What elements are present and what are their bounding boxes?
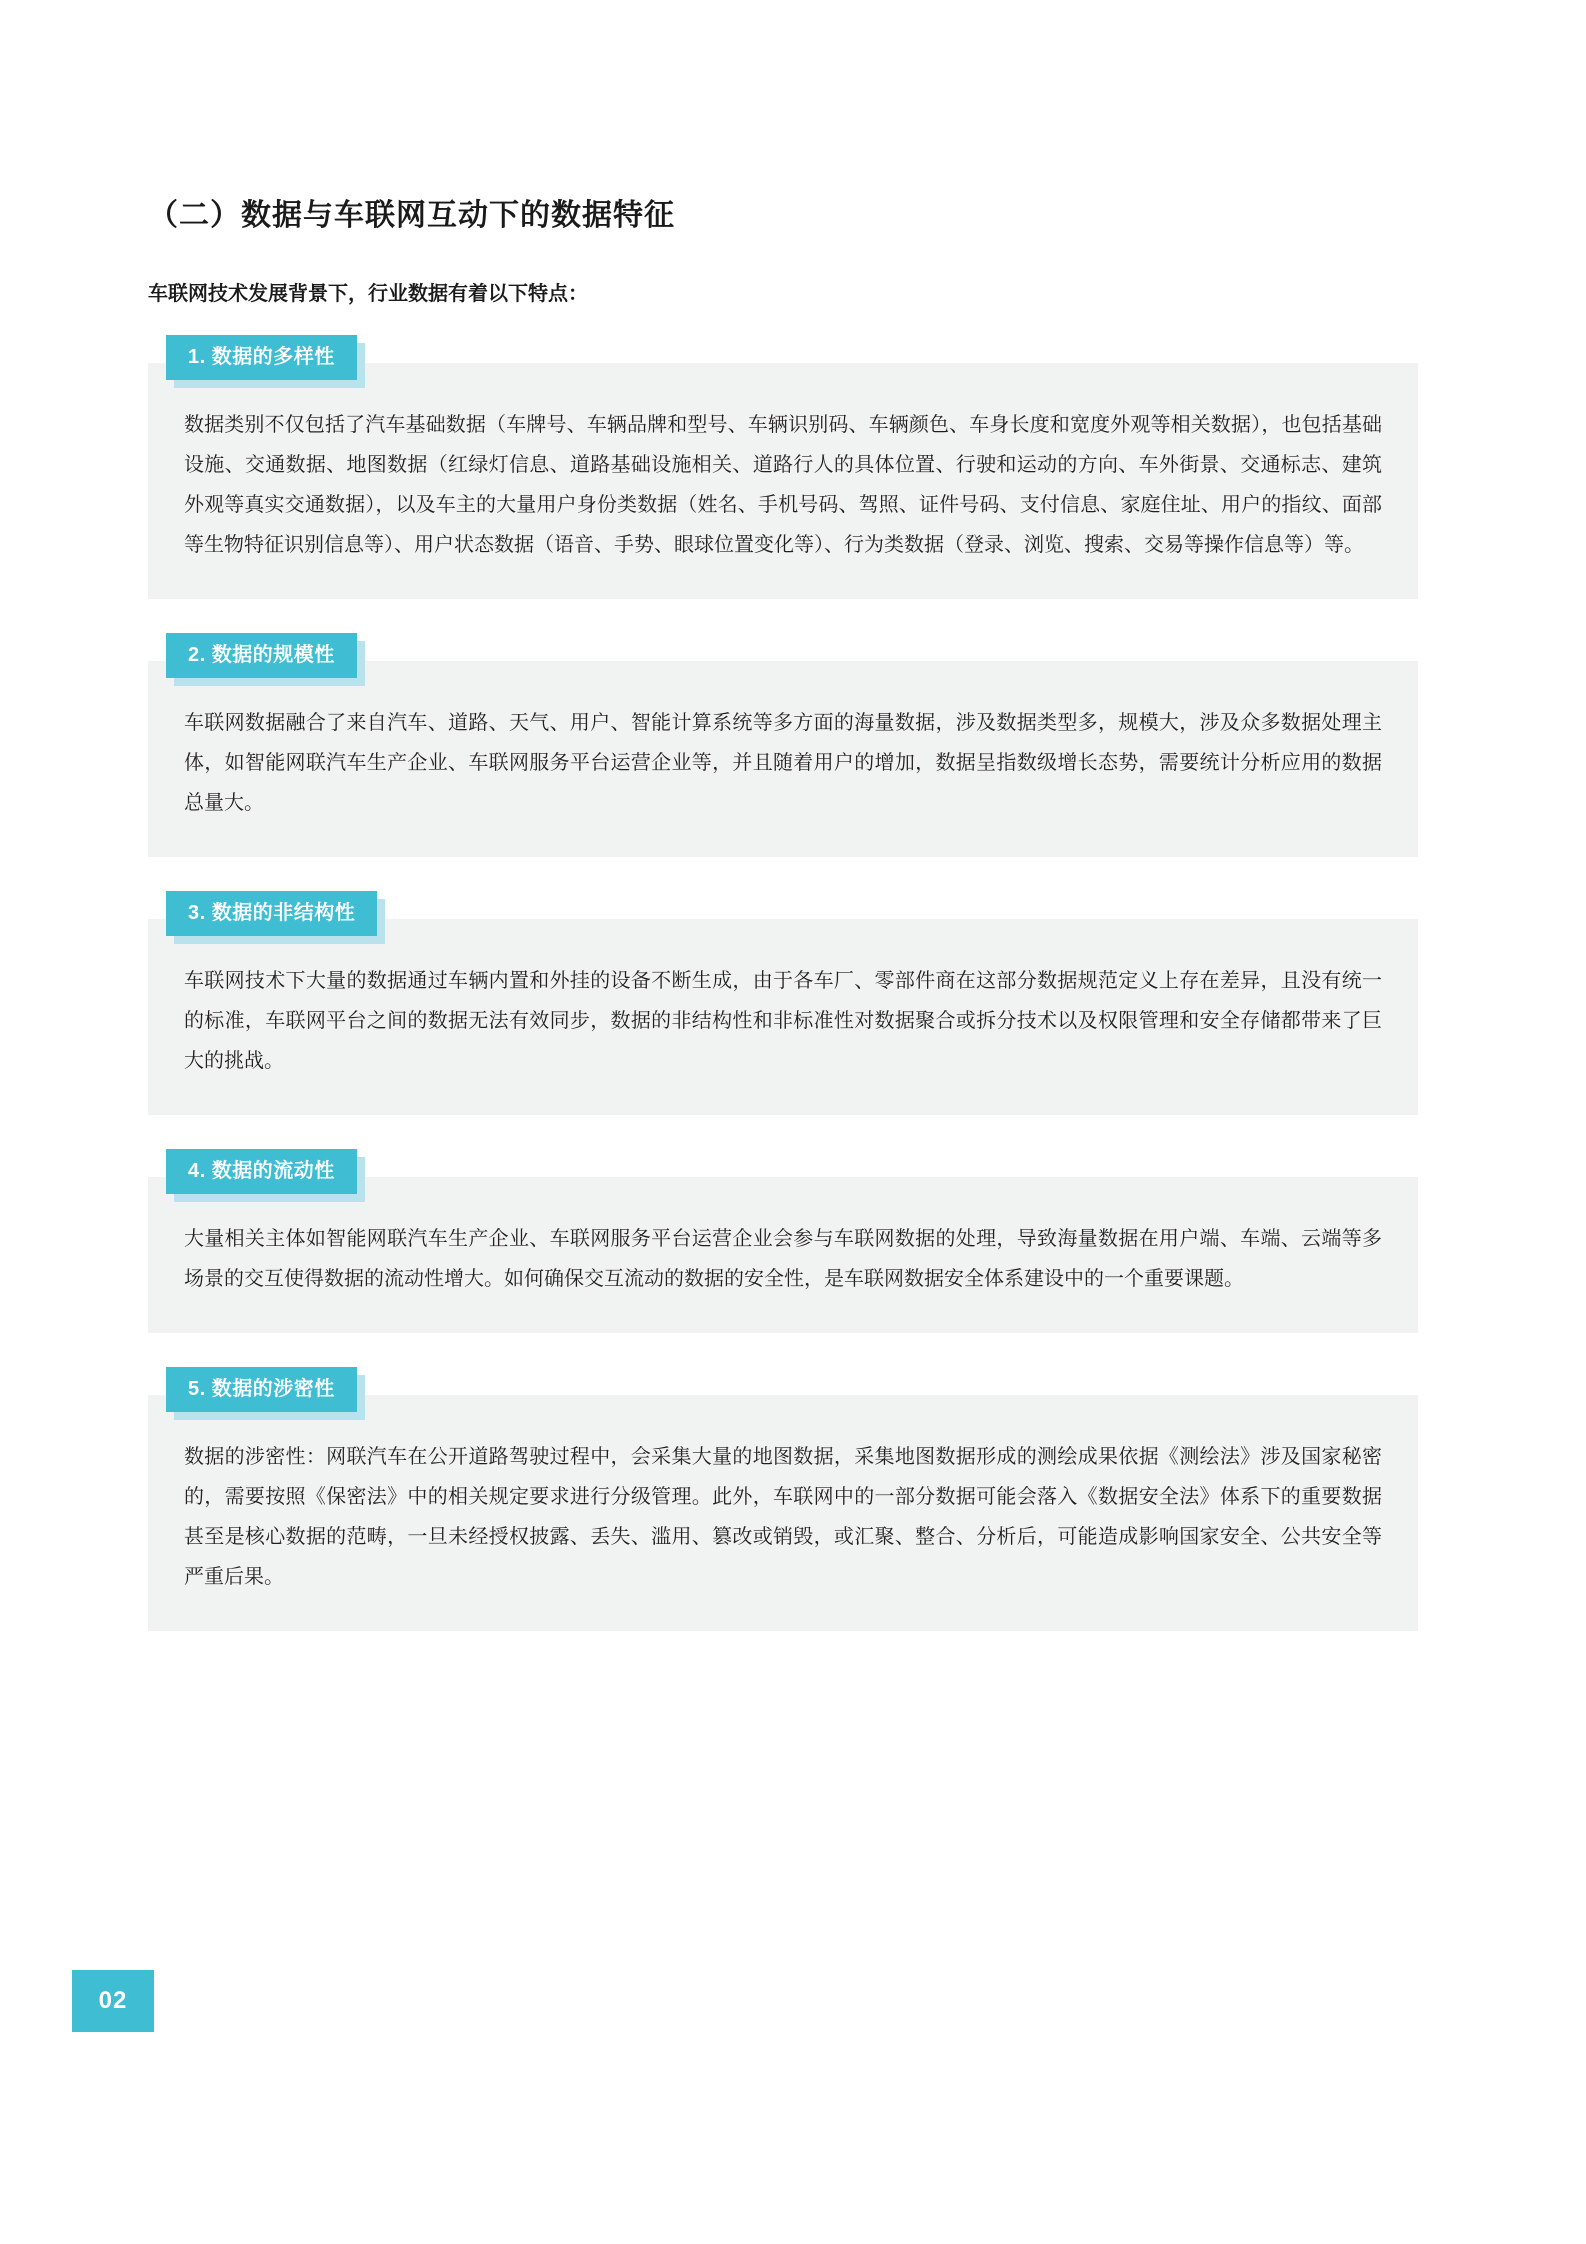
list-item	[148, 1367, 1418, 1631]
item-tag-label: 4. 数据的流动性	[166, 1149, 357, 1194]
list-item	[148, 335, 1418, 599]
item-tag-wrap	[166, 633, 1418, 677]
page-content	[148, 196, 1418, 1665]
list-item	[148, 891, 1418, 1115]
item-body-box	[148, 919, 1418, 1115]
item-body-text: 数据类别不仅包括了汽车基础数据（车牌号、车辆品牌和型号、车辆识别码、车辆颜色、车身长度和宽度外观等相关数据），也包括基础设施、交通数据、地图数据（红绿灯信息、道路基础设施相关、道路行人的具体位置、行驶和运动的方向、车外街景、交通标志、建筑外观等真实交通数据），以及车主的大量用户身份类数据（姓名、手机号码、驾照、证件号码、支付信息、家庭住址、用户的指纹、面部等生物特征识别信息等）、用户状态数据（语音、手势、眼球位置变化等）、行为类数据（登录、浏览、搜索、交易等操作信息等）等。	[184, 414, 1382, 556]
item-tag-label: 1. 数据的多样性	[166, 335, 357, 380]
item-body-text: 大量相关主体如智能网联汽车生产企业、车联网服务平台运营企业会参与车联网数据的处理，导致海量数据在用户端、车端、云端等多场景的交互使得数据的流动性增大。如何确保交互流动的数据的安全性，是车联网数据安全体系建设中的一个重要课题。	[184, 1228, 1382, 1290]
list-item	[148, 1149, 1418, 1333]
item-tag-wrap	[166, 335, 1418, 379]
item-tag-wrap	[166, 1149, 1418, 1193]
item-body-text: 数据的涉密性：网联汽车在公开道路驾驶过程中，会采集大量的地图数据，采集地图数据形成的测绘成果依据《测绘法》涉及国家秘密的，需要按照《保密法》中的相关规定要求进行分级管理。此外，车联网中的一部分数据可能会落入《数据安全法》体系下的重要数据甚至是核心数据的范畴，一旦未经授权披露、丢失、滥用、篡改或销毁，或汇聚、整合、分析后，可能造成影响国家安全、公共安全等严重后果。	[184, 1446, 1382, 1588]
item-tag-label: 3. 数据的非结构性	[166, 891, 377, 936]
item-tag-wrap	[166, 1367, 1418, 1411]
item-body-box	[148, 363, 1418, 599]
item-body-text: 车联网技术下大量的数据通过车辆内置和外挂的设备不断生成，由于各车厂、零部件商在这部分数据规范定义上存在差异，且没有统一的标准，车联网平台之间的数据无法有效同步，数据的非结构性和非标准性对数据聚合或拆分技术以及权限管理和安全存储都带来了巨大的挑战。	[184, 970, 1382, 1072]
item-tag-label: 2. 数据的规模性	[166, 633, 357, 678]
item-body-text: 车联网数据融合了来自汽车、道路、天气、用户、智能计算系统等多方面的海量数据，涉及数据类型多，规模大，涉及众多数据处理主体，如智能网联汽车生产企业、车联网服务平台运营企业等，并且随着用户的增加，数据呈指数级增长态势，需要统计分析应用的数据总量大。	[184, 712, 1382, 814]
item-body-box	[148, 661, 1418, 857]
lead-paragraph: 车联网技术发展背景下，行业数据有着以下特点：	[148, 283, 588, 305]
list-item	[148, 633, 1418, 857]
item-body-box	[148, 1395, 1418, 1631]
item-tag-label: 5. 数据的涉密性	[166, 1367, 357, 1412]
item-tag-wrap	[166, 891, 1418, 935]
page-number-badge: 02	[72, 1970, 154, 2032]
page-title: （二）数据与车联网互动下的数据特征	[148, 199, 675, 232]
